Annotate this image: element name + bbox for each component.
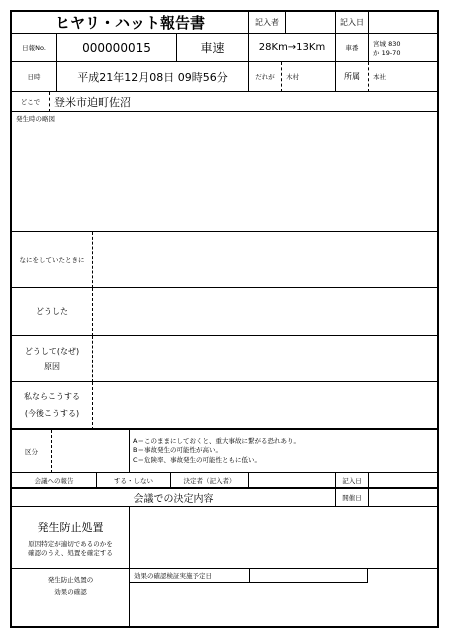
where-value[interactable]: 登米市迫町佐沼 (50, 92, 437, 112)
report-form (10, 10, 439, 628)
form-title: ヒヤリ・ハット報告書 (12, 12, 249, 34)
prevent-field[interactable] (93, 382, 437, 430)
office-value[interactable]: 本社 (369, 62, 437, 92)
meeting-date-label: 記入日 (336, 473, 369, 489)
category-definitions (130, 430, 437, 473)
effect-date-label: 効果の確認検証実施予定日 (130, 569, 250, 583)
effect-date-field[interactable] (250, 569, 368, 583)
report-no-label: 日報No. (12, 34, 57, 62)
writer-field[interactable] (286, 12, 336, 34)
meeting-report-option[interactable]: する・しない (97, 473, 171, 489)
meeting-report-label: 会議への報告 (12, 473, 97, 489)
held-date-field[interactable] (369, 489, 437, 507)
effect-label (12, 569, 130, 626)
category-label: 区分 (12, 430, 52, 473)
vehicle-value[interactable] (369, 34, 437, 62)
why-label-line1: どうして(なぜ) (24, 346, 80, 356)
category-a: A＝このままにしておくと、重大事故に繋がる恐れあり。 (133, 436, 300, 445)
vehicle-label: 車番 (336, 34, 369, 62)
effect-field[interactable] (130, 583, 437, 626)
writer-label: 記入者 (249, 12, 286, 34)
who-label: だれが (249, 62, 282, 92)
speed-label: 車速 (177, 34, 249, 62)
office-label: 所属 (336, 62, 369, 92)
decider-label: 決定者（記入者） (171, 473, 249, 489)
vehicle-line1: 宮城 830 (373, 39, 401, 48)
why-label (12, 336, 93, 382)
meeting-date-field[interactable] (369, 473, 437, 489)
vehicle-line2: か 19-70 (373, 48, 401, 57)
who-value[interactable]: 木村 (282, 62, 336, 92)
doing-label: なにをしていたときに (12, 232, 93, 288)
what-label: どうした (12, 288, 93, 336)
effect-label-line2: 効果の確認 (54, 588, 87, 596)
sketch-label: 発生時の略図 (16, 115, 55, 123)
datetime-label: 日時 (12, 62, 57, 92)
doing-field[interactable] (93, 232, 437, 288)
measure-label (12, 507, 130, 569)
measure-sub1: 原因特定が適切であるのかを (28, 539, 113, 548)
decision-title: 会議での決定内容 (12, 489, 336, 507)
why-field[interactable] (93, 336, 437, 382)
category-field[interactable] (52, 430, 130, 473)
what-field[interactable] (93, 288, 437, 336)
measure-title: 発生防止処置 (37, 520, 104, 534)
held-date-label: 開催日 (336, 489, 369, 507)
decider-field[interactable] (249, 473, 336, 489)
datetime-value[interactable]: 平成21年12月08日 09時56分 (57, 62, 249, 92)
prevent-label (12, 382, 93, 430)
speed-value[interactable]: 28Km→13Km (249, 34, 336, 62)
prevent-label-line1: 私ならこうする (24, 392, 80, 401)
measure-sub2: 確認のうえ、処置を確定する (28, 548, 113, 557)
measure-field[interactable] (130, 507, 437, 569)
prevent-label-line2: (今後こうする) (24, 409, 80, 418)
report-no-value[interactable]: 000000015 (57, 34, 177, 62)
why-label-line2: 原因 (44, 361, 60, 371)
category-c: C＝危険率、事故発生の可能性ともに低い。 (133, 455, 262, 464)
sketch-area[interactable] (12, 112, 437, 232)
entry-date-field[interactable] (369, 12, 437, 34)
category-b: B＝事故発生の可能性が高い。 (133, 446, 222, 455)
where-label: どこで (12, 92, 50, 112)
effect-label-line1: 発生防止処置の (47, 576, 94, 584)
entry-date-label: 記入日 (336, 12, 369, 34)
